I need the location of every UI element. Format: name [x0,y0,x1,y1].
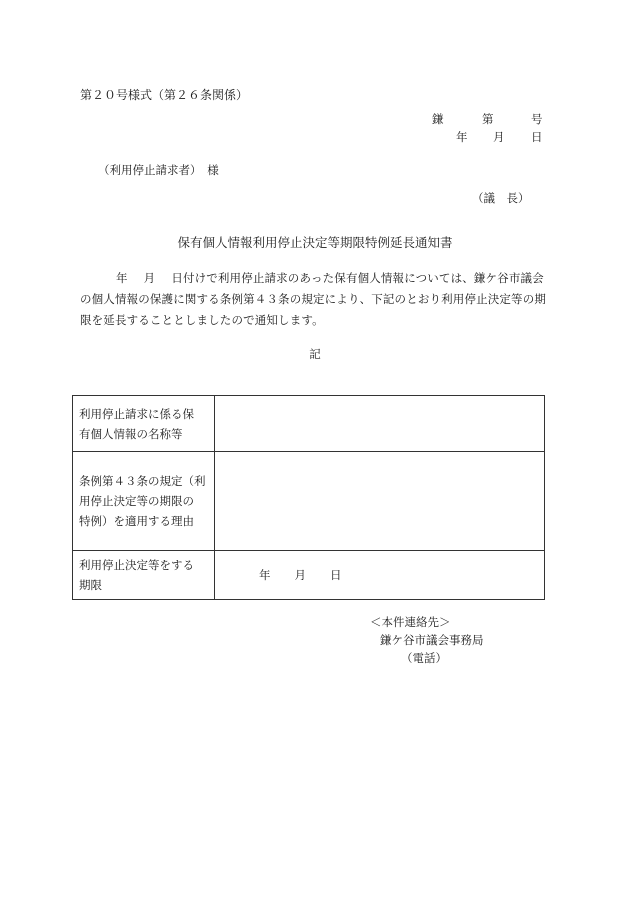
date-year: 年 [456,130,468,144]
row1-value [215,396,545,452]
details-table [72,395,545,600]
ref-kama: 鎌 [432,112,444,126]
table-row-deadline [73,551,545,600]
row3-value [215,551,545,600]
row3-label-line1: 利用停止決定等をする [79,558,194,572]
contact-office: 鎌ケ谷市議会事務局 [380,633,484,647]
row3-month: 月 [294,568,306,582]
row2-label-line1: 条例第４３条の規定（利 [79,474,206,488]
document-title: 保有個人情報利用停止決定等期限特例延長通知書 [177,235,453,250]
table-row-name [73,396,545,452]
row2-label-line2: 用停止決定等の期限の [79,494,194,508]
table-row-reason [73,452,545,551]
ref-go: 号 [531,112,543,126]
body-year: 年 [116,271,128,285]
contact-phone: （電話） [401,651,447,665]
row2-value [215,452,545,551]
row2-label-line3: 特例）を適用する理由 [79,514,194,528]
row1-label-line1: 利用停止請求に係る保 [79,406,194,421]
row3-day: 日 [330,568,342,582]
row1-label-line2: 有個人情報の名称等 [79,426,183,441]
form-number: 第２０号様式（第２６条関係） [80,88,249,102]
row3-year: 年 [259,568,271,582]
sender: （議 長） [472,191,530,205]
date-day: 日 [531,130,543,144]
contact-heading: ＜本件連絡先＞ [370,615,451,629]
row3-label-line2: 期限 [79,578,102,592]
row3-label [73,551,215,600]
body-month: 月 [143,271,156,285]
date-month: 月 [493,130,505,144]
row2-label [73,452,215,551]
body-text: 日付けで利用停止請求のあった保有個人情報については、鎌ケ谷市議会の個人情報の保護に関する条例第４３条の規定により、下記のとおり利用停止決定等の期限を延長することとしましたので通知します。 [80,271,546,327]
row1-label [73,396,215,452]
recipient: （利用停止請求者） 様 [98,163,219,177]
body-paragraph [80,268,550,331]
ki-heading: 記 [309,347,321,361]
ref-dai: 第 [482,112,494,126]
